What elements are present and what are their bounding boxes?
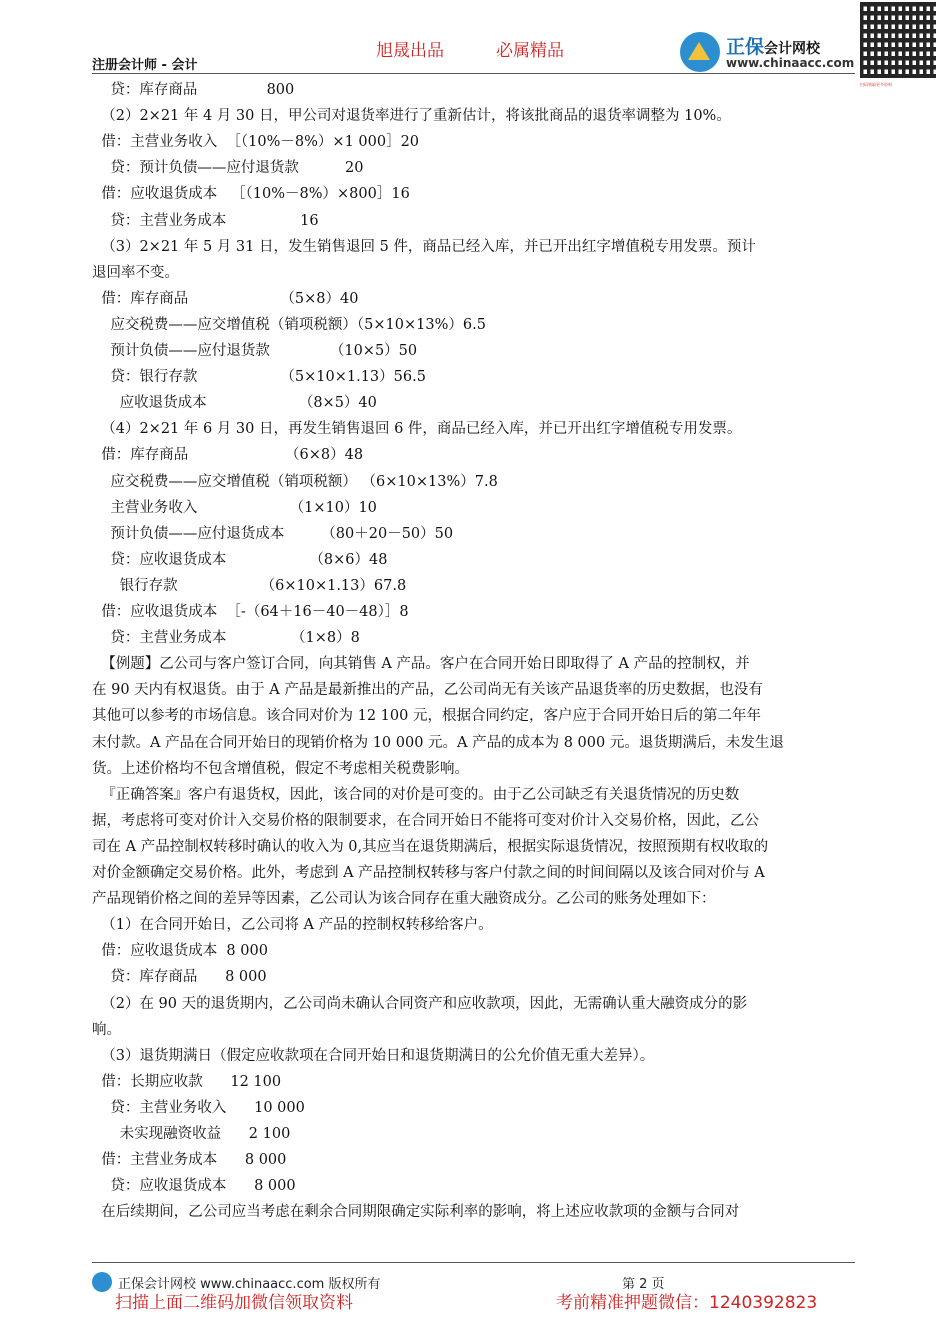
text-line: 借：主营业务成本 8 000 — [92, 1152, 287, 1169]
text-line: 贷：主营业务成本 （1×8）8 — [92, 630, 360, 647]
text-line: 贷：预计负债——应付退货款 20 — [92, 160, 364, 177]
footer-divider — [92, 1262, 855, 1263]
text-line: 贷：主营业务成本 16 — [92, 212, 319, 229]
text-line: 借：应收退货成本 ［-（64＋16－40－48）］8 — [92, 604, 409, 620]
text-line: 『正确答案』客户有退货权，因此，该合同的对价是可变的。由于乙公司缺乏有关退货情况的历史数 — [92, 786, 740, 803]
text-line: 据，考虑将可变对价计入交易价格的限制要求，在合同开始日不能将可变对价计入交易价格，因此，乙公 — [92, 812, 759, 829]
text-line: 贷：应收退货成本 （8×6）48 — [92, 551, 388, 568]
text-line: 【例题】乙公司与客户签订合同，向其销售 A 产品。客户在合同开始日即取得了 A 产品的控制权，并 — [92, 656, 750, 673]
text-line: 在后续期间，乙公司应当考虑在剩余合同期限确定实际利率的影响，将上述应收款项的金额与合同对 — [92, 1204, 740, 1221]
logo-url: www.chinaacc.com — [726, 56, 855, 70]
text-line: 末付款。A 产品在合同开始日的现销价格为 10 000 元。A 产品的成本为 8 000 元。退货期满后，未发生退 — [92, 734, 784, 751]
text-line: 借：库存商品 （6×8）48 — [92, 447, 364, 464]
text-line: 借：应收退货成本 8 000 — [92, 943, 268, 960]
footer-copyright: 正保会计网校 www.chinaacc.com 版权所有 — [118, 1277, 381, 1292]
text-line: 货。上述价格均不包含增值税，假定不考虑相关税费影响。 — [92, 760, 469, 777]
text-line: （2）2×21 年 4 月 30 日，甲公司对退货率进行了重新估计，将该批商品的退货率调整为 10%。 — [92, 108, 731, 125]
text-line: 应收退货成本 （8×5）40 — [92, 395, 377, 412]
text-line: 对价金额确定交易价格。此外，考虑到 A 产品控制权转移与客户付款之间的时间间隔以及该合同对价与 A — [92, 865, 765, 881]
text-line: 主营业务收入 （1×10）10 — [92, 499, 377, 516]
text-line: 贷：应收退货成本 8 000 — [92, 1178, 296, 1195]
header-slogan-2: 必属精品 — [496, 41, 564, 61]
text-line: 产品现销价格之间的差异等因素，乙公司认为该合同存在重大融资成分。乙公司的账务处理如下： — [92, 891, 716, 908]
text-line: 其他可以参考的市场信息。该合同对价为 12 100 元，根据合同约定，客户应于合同开始日后的第二年年 — [92, 708, 761, 725]
text-line: 贷：主营业务收入 10 000 — [92, 1099, 305, 1116]
text-line: 应交税费——应交增值税（销项税额） （6×10×13%）7.8 — [92, 473, 498, 490]
text-line: 司在 A 产品控制权转移时确认的收入为 0,其应当在退货期满后，根据实际退货情况，按照预期有权收取的 — [92, 838, 769, 855]
footer-logo-icon — [92, 1272, 112, 1292]
header-subject: 注册会计师 - 会计 — [92, 58, 198, 73]
text-line: 响。 — [92, 1021, 121, 1038]
text-line: 借：应收退货成本 ［（10%－8%）×800］16 — [92, 186, 410, 203]
text-line: 应交税费——应交增值税（销项税额）（5×10×13%）6.5 — [92, 316, 486, 333]
text-line: （3）2×21 年 5 月 31 日，发生销售退回 5 件，商品已经入库，并已开出红字增值税专用发票。预计 — [92, 238, 756, 255]
text-line: 借：库存商品 （5×8）40 — [92, 290, 359, 307]
text-line: （4）2×21 年 6 月 30 日，再发生销售退回 6 件，商品已经入库，并已开出红字增值税专用发票。 — [92, 421, 742, 438]
chinaacc-logo-icon — [680, 32, 720, 72]
text-line: 银行存款 （6×10×1.13）67.8 — [92, 577, 407, 594]
footer-promo-left: 扫描上面二维码加微信领取资料 — [115, 1293, 353, 1313]
text-line: 退回率不变。 — [92, 264, 179, 281]
footer-promo-right: 考前精准押题微信：1240392823 — [556, 1293, 818, 1313]
text-line: 未实现融资收益 2 100 — [92, 1126, 291, 1142]
text-line: （3）退货期满日（假定应收款项在合同开始日和退货期满日的公允价值无重大差异）。 — [92, 1047, 655, 1064]
page-number: 第 2 页 — [622, 1277, 665, 1292]
qr-note: 扫码领取更多资料 — [860, 82, 892, 87]
logo-title: 正保会计网校 — [726, 36, 821, 58]
text-line: 贷：库存商品 800 — [92, 82, 295, 98]
chinaacc-logo[interactable] — [680, 30, 855, 74]
text-line: 预计负债——应付退货款 （10×5）50 — [92, 343, 418, 359]
text-line: 贷：银行存款 （5×10×1.13）56.5 — [92, 369, 426, 386]
qr-code-icon[interactable] — [860, 2, 936, 78]
text-line: 贷：库存商品 8 000 — [92, 969, 267, 986]
text-line: 借：主营业务收入 ［（10%－8%）×1 000］20 — [92, 134, 420, 151]
text-line: 借：长期应收款 12 100 — [92, 1073, 282, 1090]
header-slogan-1: 旭晟出品 — [376, 41, 444, 61]
text-line: 预计负债——应付退货成本 （80＋20－50）50 — [92, 525, 454, 542]
text-line: （1）在合同开始日，乙公司将 A 产品的控制权转移给客户。 — [92, 917, 493, 934]
text-line: （2）在 90 天的退货期内，乙公司尚未确认合同资产和应收款项，因此，无需确认重大融资成分的影 — [92, 995, 748, 1012]
text-line: 在 90 天内有权退货。由于 A 产品是最新推出的产品，乙公司尚无有关该产品退货率的历史数据，也没有 — [92, 682, 763, 699]
